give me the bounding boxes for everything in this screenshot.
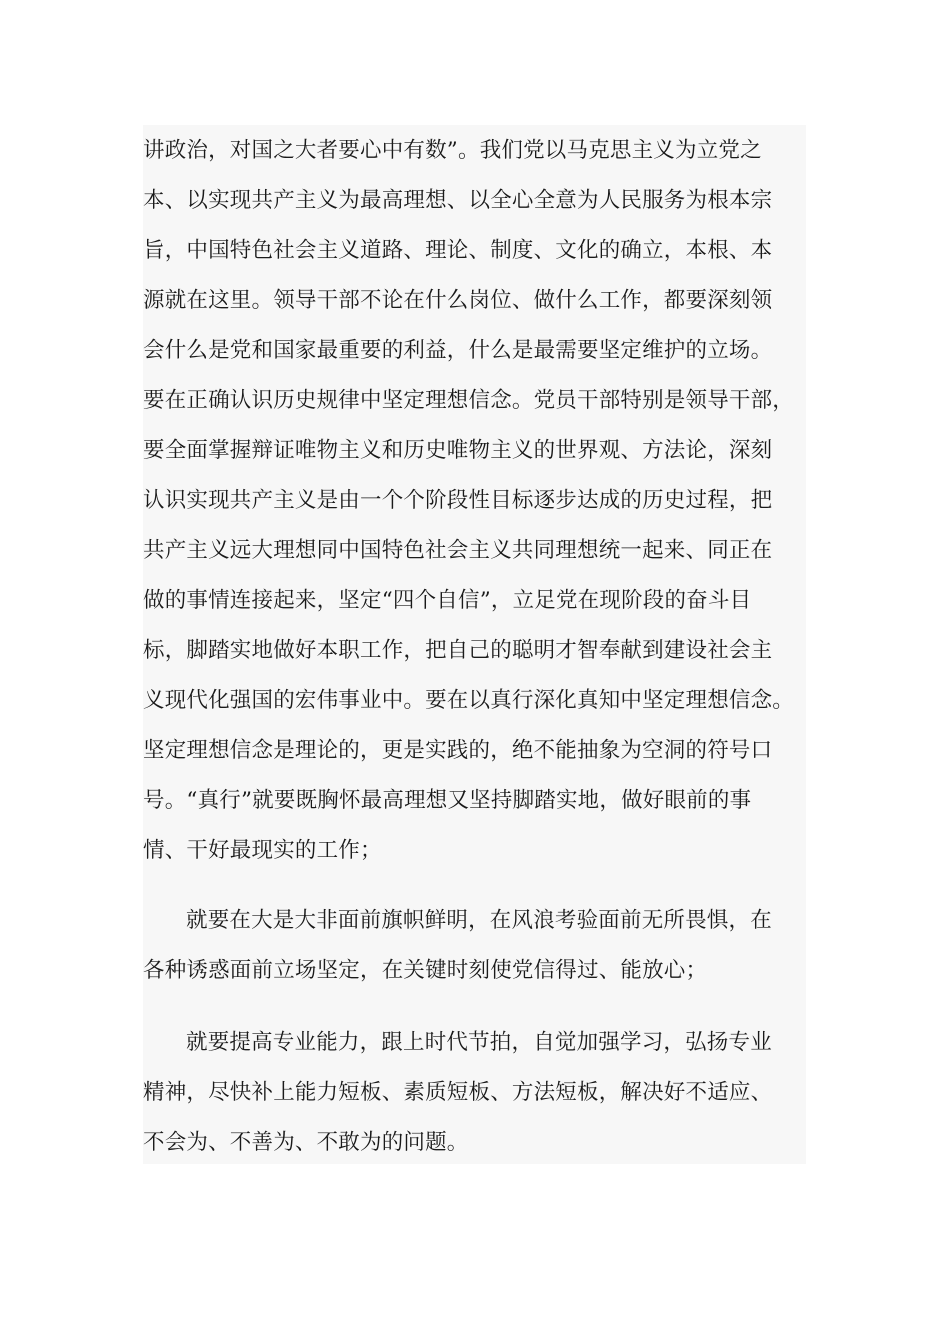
- text-line: 就要提高专业能力，跟上时代节拍，自觉加强学习，弘扬专业: [186, 1030, 772, 1055]
- text-line: 讲政治，对国之大者要心中有数”。我们党以马克思主义为立党之: [143, 138, 762, 163]
- text-line: 精神，尽快补上能力短板、素质短板、方法短板，解决好不适应、: [143, 1080, 773, 1105]
- text-line: 标，脚踏实地做好本职工作，把自己的聪明才智奉献到建设社会主: [143, 638, 773, 663]
- text-line: 义现代化强国的宏伟事业中。要在以真行深化真知中坚定理想信念。: [143, 688, 795, 713]
- text-line: 要全面掌握辩证唯物主义和历史唯物主义的世界观、方法论，深刻: [143, 438, 773, 463]
- text-line: 各种诱惑面前立场坚定，在关键时刻使党信得过、能放心；: [143, 958, 708, 983]
- text-line: 共产主义远大理想同中国特色社会主义共同理想统一起来、同正在: [143, 538, 773, 563]
- text-line: 就要在大是大非面前旗帜鲜明，在风浪考验面前无所畏惧，在: [186, 908, 772, 933]
- text-line: 旨，中国特色社会主义道路、理论、制度、文化的确立，本根、本: [143, 238, 773, 263]
- text-line: 要在正确认识历史规律中坚定理想信念。党员干部特别是领导干部，: [143, 388, 795, 413]
- text-line: 本、以实现共产主义为最高理想、以全心全意为人民服务为根本宗: [143, 188, 773, 213]
- text-line: 坚定理想信念是理论的，更是实践的，绝不能抽象为空洞的符号口: [143, 738, 773, 763]
- text-line: 做的事情连接起来，坚定“四个自信”，立足党在现阶段的奋斗目: [143, 588, 752, 613]
- text-line: 情、干好最现实的工作；: [143, 838, 382, 863]
- text-line: 源就在这里。领导干部不论在什么岗位、做什么工作，都要深刻领: [143, 288, 773, 313]
- text-line: 认识实现共产主义是由一个个阶段性目标逐步达成的历史过程，把: [143, 488, 773, 513]
- text-line: 会什么是党和国家最重要的利益，什么是最需要坚定维护的立场。: [143, 338, 773, 363]
- text-line: 号。“真行”就要既胸怀最高理想又坚持脚踏实地，做好眼前的事: [143, 788, 752, 813]
- text-line: 不会为、不善为、不敢为的问题。: [143, 1130, 469, 1155]
